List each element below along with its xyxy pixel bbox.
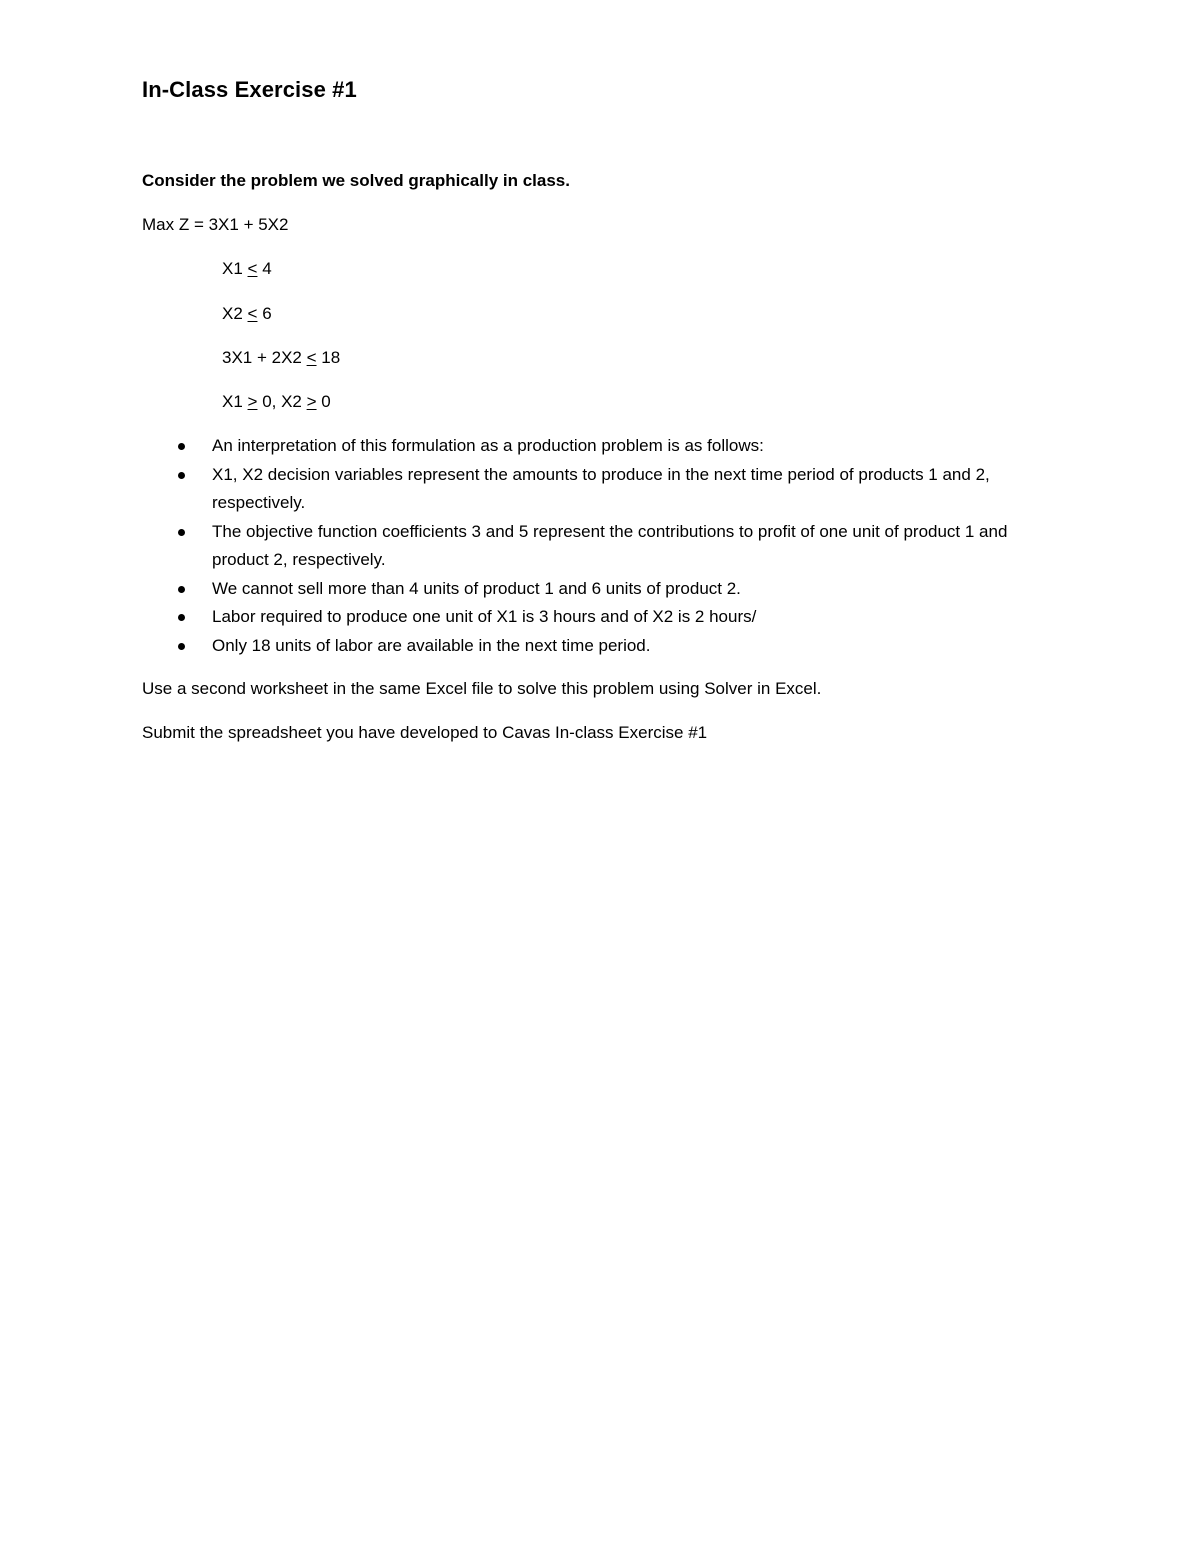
bullet-icon	[178, 614, 185, 621]
instruction-paragraph: Use a second worksheet in the same Excel file to solve this problem using Solver in Excel.	[142, 679, 822, 698]
constraint-rhs: 18	[316, 348, 341, 367]
bullet-item	[142, 518, 1062, 575]
bullet-item	[142, 575, 1062, 604]
constraint-x1	[222, 259, 272, 279]
bullet-text: We cannot sell more than 4 units of product 1 and 6 units of product 2.	[212, 578, 741, 598]
bullet-text: Labor required to produce one unit of X1 is 3 hours and of X2 is 2 hours/	[212, 607, 757, 626]
greater-equal-symbol: >	[306, 392, 317, 411]
bullet-text: Only 18 units of labor are available in the next time period.	[212, 635, 651, 655]
bullet-icon	[178, 529, 185, 536]
nonneg-part: 0	[316, 392, 331, 411]
nonneg-part: 0, X2	[257, 392, 307, 411]
constraint-rhs: 4	[257, 259, 272, 278]
bullet-text: An interpretation of this formulation as a production problem is as follows:	[212, 436, 764, 455]
bullet-icon	[178, 472, 185, 479]
document-title: In-Class Exercise #1	[142, 77, 357, 102]
bullet-icon	[178, 643, 185, 650]
greater-equal-symbol: >	[247, 392, 258, 411]
nonneg-part: X1	[222, 392, 248, 411]
bullet-item	[142, 461, 1062, 518]
constraint-rhs: 6	[257, 304, 272, 323]
constraint-lhs: X2	[222, 304, 248, 323]
bullet-item	[142, 603, 1062, 632]
bullet-item	[142, 432, 1062, 461]
constraint-nonnegativity	[222, 392, 331, 412]
less-equal-symbol: <	[247, 259, 258, 278]
constraint-lhs: 3X1 + 2X2	[222, 348, 307, 367]
intro-statement: Consider the problem we solved graphically in class.	[142, 171, 570, 190]
constraint-labor	[222, 348, 340, 368]
interpretation-bullet-list	[142, 432, 1062, 660]
submission-paragraph: Submit the spreadsheet you have developed to Cavas In-class Exercise #1	[142, 723, 708, 742]
less-equal-symbol: <	[306, 348, 317, 367]
objective-function: Max Z = 3X1 + 5X2	[142, 215, 289, 234]
constraint-lhs: X1	[222, 259, 248, 278]
bullet-text: The objective function coefficients 3 and 5 represent the contributions to profit of one unit of product 1 and product 2, respectively.	[212, 521, 1008, 569]
bullet-text: X1, X2 decision variables represent the amounts to produce in the next time period of products 1 and 2, respectively.	[212, 464, 990, 512]
bullet-icon	[178, 586, 185, 593]
bullet-item	[142, 632, 1062, 661]
bullet-icon	[178, 443, 185, 450]
constraint-x2	[222, 304, 272, 324]
less-equal-symbol: <	[247, 304, 258, 323]
